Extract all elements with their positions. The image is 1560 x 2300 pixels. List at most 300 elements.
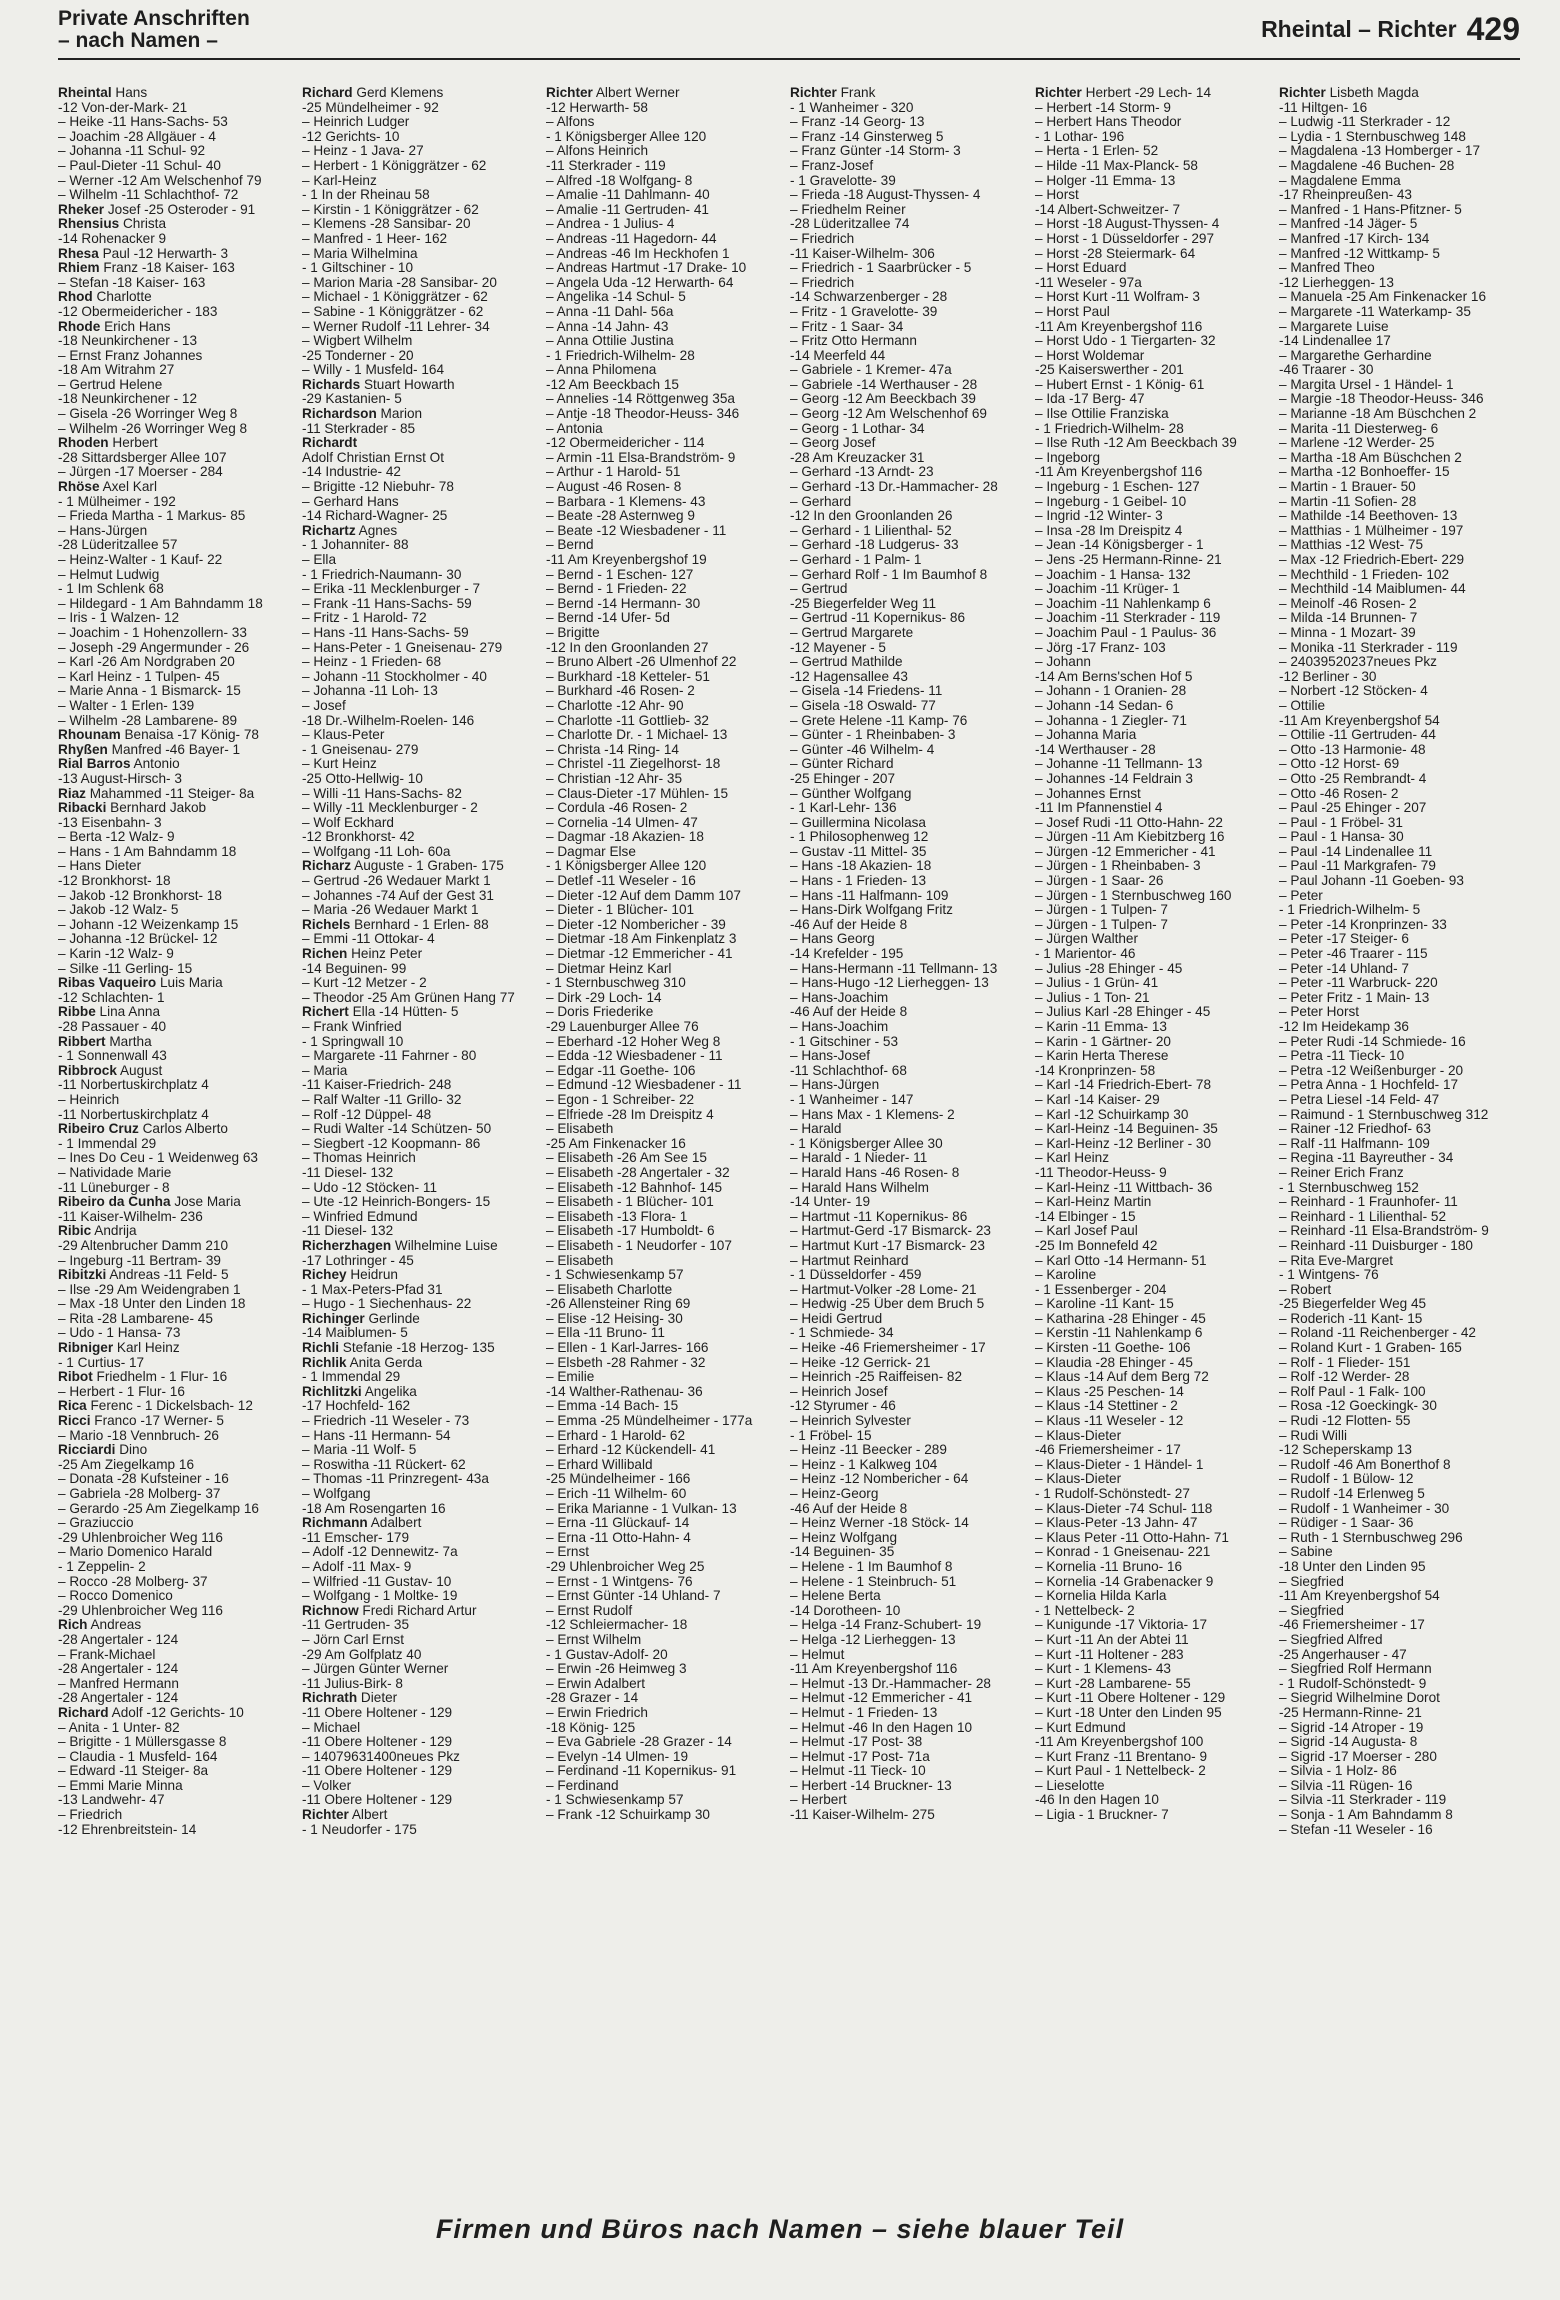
entry-text: – Dietmar Heinz Karl: [546, 961, 672, 976]
listing-entry: [1279, 436, 1511, 451]
listing-entry: [1279, 874, 1511, 889]
entry-text: – Christa -14 Ring- 14: [546, 742, 679, 757]
entry-text: – Maria: [302, 1063, 348, 1078]
entry-text: – Johanna -11 Schul- 92: [58, 144, 206, 159]
listing-entry: [302, 1560, 534, 1575]
entry-text: – Anna Philomena: [546, 363, 657, 378]
entry-text: -11 Diesel- 132: [302, 1165, 394, 1180]
listing-entry: [302, 1312, 534, 1327]
listing-entry: [302, 290, 534, 305]
listing-entry: [790, 1093, 1022, 1108]
entry-text: -11 Am Kreyenbergshof 54: [1279, 1589, 1440, 1604]
listing-entry: [302, 305, 534, 320]
entry-text: Axel Karl: [99, 480, 157, 495]
entry-text: August: [116, 1063, 163, 1078]
entry-text: -12 Ehrenbreitstein- 14: [58, 1822, 197, 1837]
entry-text: - 1 Mülheimer - 192: [58, 494, 176, 509]
listing-entry: [1279, 1472, 1511, 1487]
listing-entry: [1279, 1122, 1511, 1137]
listing-entry: [58, 976, 290, 991]
entry-text: – Margie -18 Theodor-Heuss- 346: [1279, 392, 1484, 407]
entry-text: – Gisela -14 Friedens- 11: [790, 684, 943, 699]
entry-text: – Jens -25 Hermann-Rinne- 21: [1035, 553, 1222, 567]
entry-text: – Marion Maria -28 Sansibar- 20: [302, 275, 497, 290]
entry-text: -11 Kaiser-Wilhelm- 236: [58, 1209, 203, 1224]
listing-entry: [790, 174, 1022, 189]
entry-text: - 1 Schwiesenkamp 57: [546, 1793, 684, 1808]
listing-entry: [302, 1283, 534, 1298]
entry-text: – Herbert: [790, 1793, 847, 1808]
entry-text: – Siegfried Alfred: [1279, 1632, 1383, 1647]
listing-entry: [1279, 1166, 1511, 1181]
entry-text: – Erna -11 Otto-Hahn- 4: [546, 1530, 691, 1545]
entry-text: - 1 Curtius- 17: [58, 1355, 145, 1370]
entry-text: – Hans -18 Akazien- 18: [790, 859, 932, 874]
entry-text: -18 König- 125: [546, 1720, 636, 1735]
entry-text: – Klaus -14 Auf dem Berg 72: [1035, 1370, 1209, 1385]
listing-entry: [1279, 1443, 1511, 1458]
listing-entry: [546, 757, 778, 772]
entry-text: – Wolf Eckhard: [302, 815, 394, 830]
listing-entry: [546, 816, 778, 831]
entry-text: – Martha -12 Bonhoeffer- 15: [1279, 465, 1450, 480]
entry-text: – Klaus-Dieter -74 Schul- 118: [1035, 1501, 1213, 1516]
listing-entry: [546, 1370, 778, 1385]
entry-text: - 1 Gitschiner - 53: [790, 1034, 899, 1049]
surname: Ribot: [58, 1370, 93, 1385]
listing-entry: [1035, 422, 1267, 437]
entry-text: – Hans-Jürgen: [790, 1078, 880, 1093]
entry-text: – Manfred -17 Kirch- 134: [1279, 231, 1430, 246]
listing-entry: [302, 159, 534, 174]
listing-entry: [58, 1268, 290, 1283]
entry-text: -29 Altenbrucher Damm 210: [58, 1238, 229, 1253]
listing-entry: [58, 407, 290, 422]
entry-text: – Kurt -28 Lambarene- 55: [1035, 1676, 1191, 1691]
listing-entry: [302, 991, 534, 1006]
entry-text: – Heinrich Josef: [790, 1384, 888, 1399]
listing-entry: [1035, 1750, 1267, 1765]
listing-entry: [58, 144, 290, 159]
entry-text: -12 Scheperskamp 13: [1279, 1443, 1412, 1458]
entry-text: – Roland -11 Reichenberger - 42: [1279, 1326, 1476, 1341]
listing-entry: [1035, 334, 1267, 349]
listing-entry: [1035, 845, 1267, 860]
listing-entry: [790, 1793, 1022, 1808]
entry-text: – Herbert Hans Theodor: [1035, 115, 1182, 130]
entry-text: – Walter - 1 Erlen- 139: [58, 698, 195, 713]
listing-entry: [302, 217, 534, 232]
listing-entry: [302, 1093, 534, 1108]
entry-text: – Wigbert Wilhelm: [302, 334, 413, 349]
listing-entry: [546, 1064, 778, 1079]
entry-text: – Rocco Domenico: [58, 1589, 173, 1604]
entry-text: – Gerhard Rolf - 1 Im Baumhof 8: [790, 567, 988, 582]
entry-text: – Ligia - 1 Bruckner- 7: [1035, 1808, 1169, 1823]
listing-entry: [302, 1020, 534, 1035]
listing-entry: [1035, 465, 1267, 480]
entry-text: – Joachim Paul - 1 Paulus- 36: [1035, 625, 1217, 640]
entry-text: – Joachim -11 Sterkrader - 119: [1035, 611, 1221, 626]
entry-text: – Julius -28 Ehinger - 45: [1035, 961, 1183, 976]
listing-entry: [790, 1429, 1022, 1444]
entry-text: -28 Sittardsberger Allee 107: [58, 450, 227, 465]
entry-text: -11 Sterkrader - 119: [546, 158, 666, 173]
listing-entry: [1279, 363, 1511, 378]
listing-entry: [302, 582, 534, 597]
entry-text: – Hans-Hugo -12 Lierheggen- 13: [790, 976, 989, 991]
entry-text: – Margarethe Gerhardine: [1279, 348, 1432, 363]
header-title-by-name: – nach Namen –: [58, 29, 218, 52]
entry-text: -11 Am Kreyenbergshof 116: [1035, 465, 1203, 480]
entry-text: – Sigrid -14 Atroper - 19: [1279, 1720, 1424, 1735]
entry-text: – Karl-Heinz -14 Beguinen- 35: [1035, 1122, 1218, 1137]
listing-entry: [546, 976, 778, 991]
surname: Ribas Vaqueiro: [58, 976, 157, 991]
listing-entry: [1279, 1078, 1511, 1093]
entry-text: – Ella: [302, 553, 337, 567]
listing-entry: [302, 261, 534, 276]
entry-text: – Heinz Werner -18 Stöck- 14: [790, 1516, 969, 1531]
listing-entry: [58, 947, 290, 962]
entry-text: – Ruth - 1 Sternbuschweg 296: [1279, 1530, 1463, 1545]
listing-entry: [58, 1385, 290, 1400]
surname: Rhiem: [58, 261, 100, 276]
entry-text: – Martha -18 Am Büschchen 2: [1279, 450, 1462, 465]
entry-text: – Andreas -11 Hagedorn- 44: [546, 231, 717, 246]
listing-entry: [1279, 378, 1511, 393]
listing-entry: [1279, 962, 1511, 977]
entry-text: – Herbert - 1 Flur- 16: [58, 1384, 185, 1399]
surname: Richter: [1279, 86, 1326, 100]
listing-entry: [1035, 1195, 1267, 1210]
listing-entry: [1035, 217, 1267, 232]
listing-entry: [1035, 1575, 1267, 1590]
entry-text: Andreas: [87, 1618, 142, 1633]
listing-entry: [546, 845, 778, 860]
entry-text: – Reinhard -11 Elsa-Brandström- 9: [1279, 1224, 1489, 1239]
listing-entry: [1279, 1458, 1511, 1473]
listing-entry: [58, 641, 290, 656]
listing-entry: [790, 1035, 1022, 1050]
entry-text: – Rolf -12 Werder- 28: [1279, 1370, 1410, 1385]
listing-entry: [546, 641, 778, 656]
listing-entry: [302, 816, 534, 831]
surname: Rhensius: [58, 217, 120, 232]
listing-entry: [1035, 816, 1267, 831]
entry-text: – Rosa -12 Goeckingk- 30: [1279, 1399, 1437, 1414]
entry-text: – Meinolf -46 Rosen- 2: [1279, 596, 1417, 611]
entry-text: – Ernst Rudolf: [546, 1603, 633, 1618]
entry-text: – Julius Karl -28 Ehinger - 45: [1035, 1005, 1211, 1020]
entry-text: – Erwin -26 Heimweg 3: [546, 1662, 687, 1677]
surname: Richartz: [302, 523, 356, 538]
entry-text: – Peter -14 Kronprinzen- 33: [1279, 917, 1447, 932]
entry-text: – Donata -28 Kufsteiner - 16: [58, 1472, 229, 1487]
listing-entry: [302, 1691, 534, 1706]
entry-text: – Helene - 1 Im Baumhof 8: [790, 1559, 953, 1574]
listing-entry: [1035, 451, 1267, 466]
entry-text: – Klaus-Dieter: [1035, 1472, 1122, 1487]
listing-entry: [790, 1326, 1022, 1341]
listing-entry: [546, 684, 778, 699]
entry-text: – Heidi Gertrud: [790, 1311, 883, 1326]
entry-text: -29 Uhlenbroicher Weg 116: [58, 1603, 223, 1618]
entry-text: – Otto -12 Horst- 69: [1279, 757, 1400, 772]
listing-entry: [58, 524, 290, 539]
listing-entry: [1035, 363, 1267, 378]
entry-text: – 14079631400neues Pkz: [302, 1749, 460, 1764]
entry-text: – Ines Do Ceu - 1 Weidenweg 63: [58, 1151, 258, 1166]
entry-text: – Karin Herta Therese: [1035, 1049, 1169, 1064]
entry-text: – Helmut -12 Emmericher - 41: [790, 1691, 973, 1706]
entry-text: – Kerstin -11 Nahlenkamp 6: [1035, 1326, 1203, 1341]
entry-text: – Siegbert -12 Koopmann- 86: [302, 1136, 481, 1151]
listing-entry: [1279, 1618, 1511, 1633]
listing-entry: [302, 1633, 534, 1648]
entry-text: – Johannes -74 Auf der Gest 31: [302, 888, 494, 903]
listing-entry: [790, 801, 1022, 816]
listing-entry: [58, 859, 290, 874]
listing-entry: [546, 436, 778, 451]
listing-entry: [1279, 655, 1511, 670]
listing-entry: [546, 188, 778, 203]
listing-entry: [546, 728, 778, 743]
listing-entry: [1279, 1049, 1511, 1064]
entry-text: – Heinz - 1 Java- 27: [302, 144, 424, 159]
entry-text: - 1 Friedrich-Naumann- 30: [302, 567, 462, 582]
entry-text: – Frank-Michael: [58, 1647, 156, 1662]
listing-entry: [1035, 553, 1267, 568]
listing-entry: [302, 101, 534, 116]
entry-text: – Johann -11 Stockholmer - 40: [302, 669, 487, 684]
entry-text: – Dieter -12 Nombericher - 39: [546, 917, 726, 932]
entry-text: – Georg -12 Am Beeckbach 39: [790, 392, 976, 407]
listing-entry: [58, 582, 290, 597]
listing-entry: [58, 101, 290, 116]
entry-text: Friedhelm - 1 Flur- 16: [92, 1370, 228, 1385]
entry-text: – Helmut: [790, 1647, 845, 1662]
entry-text: – Rainer -12 Friedhof- 63: [1279, 1122, 1431, 1137]
listing-entry: [302, 1545, 534, 1560]
entry-text: – Jürgen - 1 Sternbuschweg 160: [1035, 888, 1232, 903]
entry-text: – Manuela -25 Am Finkenacker 16: [1279, 290, 1487, 305]
entry-text: -18 Neunkirchener - 13: [58, 334, 198, 349]
listing-entry: [790, 144, 1022, 159]
entry-text: -14 Industrie- 42: [302, 465, 401, 480]
listing-entry: [58, 1531, 290, 1546]
entry-text: – Kurt - 1 Klemens- 43: [1035, 1662, 1171, 1677]
listing-entry: [790, 1370, 1022, 1385]
directory-column-1: [58, 86, 290, 1837]
listing-entry: [58, 1750, 290, 1765]
listing-entry: [1035, 1108, 1267, 1123]
listing-entry: [546, 626, 778, 641]
entry-text: – Gabriele - 1 Kremer- 47a: [790, 363, 952, 378]
entry-text: – Hans Max - 1 Klemens- 2: [790, 1107, 955, 1122]
listing-entry: [302, 714, 534, 729]
listing-entry: [1035, 1224, 1267, 1239]
listing-entry: [58, 889, 290, 904]
listing-entry: [546, 787, 778, 802]
entry-text: – Bernd -14 Ufer- 5d: [546, 611, 670, 626]
entry-text: – Erika Marianne - 1 Vulkan- 13: [546, 1501, 737, 1516]
entry-text: – Kunigunde -17 Viktoria- 17: [1035, 1618, 1208, 1633]
entry-text: – Bernd - 1 Eschen- 127: [546, 567, 694, 582]
entry-text: – Karin - 1 Gärtner- 20: [1035, 1034, 1171, 1049]
listing-entry: [790, 1268, 1022, 1283]
entry-text: – Hans-Jürgen: [58, 523, 148, 538]
entry-text: – Alfred -18 Wolfgang- 8: [546, 173, 693, 188]
listing-entry: [1279, 465, 1511, 480]
entry-text: -11 Kaiser-Wilhelm- 275: [790, 1808, 935, 1823]
listing-entry: [1035, 918, 1267, 933]
entry-text: -14 Kronprinzen- 58: [1035, 1063, 1156, 1078]
entry-text: Adalbert: [367, 1516, 422, 1531]
listing-entry: [1279, 1545, 1511, 1560]
listing-entry: [58, 1224, 290, 1239]
surname: Richard: [58, 1705, 109, 1720]
listing-entry: [546, 1545, 778, 1560]
entry-text: – Heinz-Walter - 1 Kauf- 22: [58, 553, 223, 567]
listing-entry: [302, 568, 534, 583]
entry-text: – Frieda Martha - 1 Markus- 85: [58, 509, 246, 524]
entry-text: – Gertrud Helene: [58, 377, 163, 392]
listing-entry: [1035, 1356, 1267, 1371]
listing-entry: [1035, 1297, 1267, 1312]
listing-entry: [790, 1108, 1022, 1123]
entry-text: -28 Lüderitzallee 74: [790, 217, 910, 232]
entry-text: Andreas -11 Feld- 5: [106, 1268, 229, 1283]
entry-text: – Charlotte Dr. - 1 Michael- 13: [546, 728, 728, 743]
entry-text: – Johann - 1 Oranien- 28: [1035, 684, 1187, 699]
entry-text: – Cornelia -14 Ulmen- 47: [546, 815, 698, 830]
entry-text: – Marita -11 Diesterweg- 6: [1279, 421, 1439, 436]
entry-text: -11 Diesel- 132: [302, 1224, 394, 1239]
entry-text: – Heike -46 Friemersheimer - 17: [790, 1341, 986, 1356]
entry-text: – Mario -18 Vennbruch- 26: [58, 1428, 219, 1443]
entry-text: Dino: [115, 1443, 148, 1458]
entry-text: – Horst: [1035, 188, 1079, 203]
entry-text: - 1 Rudolf-Schönstedt- 9: [1279, 1676, 1427, 1691]
listing-entry: [790, 757, 1022, 772]
entry-text: – Roland Kurt - 1 Graben- 165: [1279, 1341, 1462, 1356]
entry-text: – Helga -14 Franz-Schubert- 19: [790, 1618, 982, 1633]
listing-entry: [302, 947, 534, 962]
surname: Richey: [302, 1268, 347, 1283]
entry-text: – Otto -13 Harmonie- 48: [1279, 742, 1426, 757]
listing-entry: [1279, 1516, 1511, 1531]
listing-entry: [790, 1195, 1022, 1210]
entry-text: – Dagmar Else: [546, 844, 636, 859]
entry-text: – Wolfgang - 1 Moltke- 19: [302, 1589, 458, 1604]
entry-text: – Peter Fritz - 1 Main- 13: [1279, 990, 1430, 1005]
entry-text: – Robert: [1279, 1282, 1332, 1297]
listing-entry: [1035, 203, 1267, 218]
listing-entry: [790, 115, 1022, 130]
listing-entry: [1035, 1035, 1267, 1050]
listing-entry: [546, 290, 778, 305]
listing-entry: [546, 1224, 778, 1239]
listing-entry: [1035, 349, 1267, 364]
entry-text: -11 Am Kreyenbergshof 19: [546, 553, 707, 567]
listing-entry: [790, 1078, 1022, 1093]
listing-entry: [790, 1254, 1022, 1269]
surname: Richlik: [302, 1355, 347, 1370]
listing-entry: [58, 830, 290, 845]
listing-entry: [302, 1399, 534, 1414]
listing-entry: [790, 276, 1022, 291]
entry-text: – Jürgen -17 Moerser - 284: [58, 465, 223, 480]
entry-text: -29 Kastanien- 5: [302, 392, 402, 407]
listing-entry: [58, 130, 290, 145]
entry-text: – Kurt Franz -11 Brentano- 9: [1035, 1749, 1208, 1764]
entry-text: -11 Emscher- 179: [302, 1530, 410, 1545]
listing-entry: [1279, 480, 1511, 495]
listing-entry: [546, 1458, 778, 1473]
listing-entry: [302, 1341, 534, 1356]
listing-entry: [1279, 232, 1511, 247]
listing-entry: [58, 480, 290, 495]
entry-text: – Klaudia -28 Ehinger - 45: [1035, 1355, 1193, 1370]
surname: Richnow: [302, 1603, 359, 1618]
entry-text: – Elisabeth: [546, 1253, 614, 1268]
listing-entry: [58, 1458, 290, 1473]
listing-entry: [58, 1399, 290, 1414]
listing-entry: [58, 276, 290, 291]
entry-text: – Adolf -11 Max- 9: [302, 1559, 412, 1574]
entry-text: – Hugo - 1 Siechenhaus- 22: [302, 1297, 472, 1312]
entry-text: – Beate -28 Asternweg 9: [546, 509, 695, 524]
listing-entry: [790, 1312, 1022, 1327]
entry-text: – Rudi Walter -14 Schützen- 50: [302, 1122, 492, 1137]
listing-entry: [302, 976, 534, 991]
listing-entry: [302, 626, 534, 641]
entry-text: – Ilse Ruth -12 Am Beeckbach 39: [1035, 436, 1237, 451]
listing-entry: [1035, 509, 1267, 524]
listing-entry: [546, 582, 778, 597]
entry-text: – Hans -11 Hans-Sachs- 59: [302, 625, 469, 640]
entry-text: – Herbert - 1 Königgrätzer - 62: [302, 158, 487, 173]
listing-entry: [790, 1356, 1022, 1371]
entry-text: -25 Ehinger - 207: [790, 771, 896, 786]
listing-entry: [790, 859, 1022, 874]
entry-text: – Egon - 1 Schreiber- 22: [546, 1092, 695, 1107]
entry-text: -12 Von-der-Mark- 21: [58, 100, 188, 115]
entry-text: -25 Biegerfelder Weg 45: [1279, 1297, 1427, 1312]
entry-text: – Hubert Ernst - 1 König- 61: [1035, 377, 1205, 392]
entry-text: – Mario Domenico Harald: [58, 1545, 213, 1560]
listing-entry: [546, 670, 778, 685]
entry-text: – Peter Rudi -14 Schmiede- 16: [1279, 1034, 1466, 1049]
entry-text: – Alfons: [546, 115, 595, 130]
entry-text: – Rudolf -46 Am Bonerthof 8: [1279, 1457, 1451, 1472]
entry-text: -12 Obermeidericher - 114: [546, 436, 705, 451]
listing-entry: [302, 1326, 534, 1341]
entry-text: – Hans -11 Halfmann- 109: [790, 888, 949, 903]
surname: Ribitzki: [58, 1268, 107, 1283]
listing-entry: [790, 1706, 1022, 1721]
listing-entry: [1035, 626, 1267, 641]
listing-entry: [58, 538, 290, 553]
listing-entry: [302, 1443, 534, 1458]
entry-text: – Frank Winfried: [302, 1020, 402, 1034]
entry-text: – Matthias - 1 Mülheimer - 197: [1279, 523, 1464, 538]
listing-entry: [1035, 261, 1267, 276]
entry-text: -14 Dorotheen- 10: [790, 1603, 901, 1618]
listing-entry: [790, 451, 1022, 466]
listing-entry: [1279, 932, 1511, 947]
